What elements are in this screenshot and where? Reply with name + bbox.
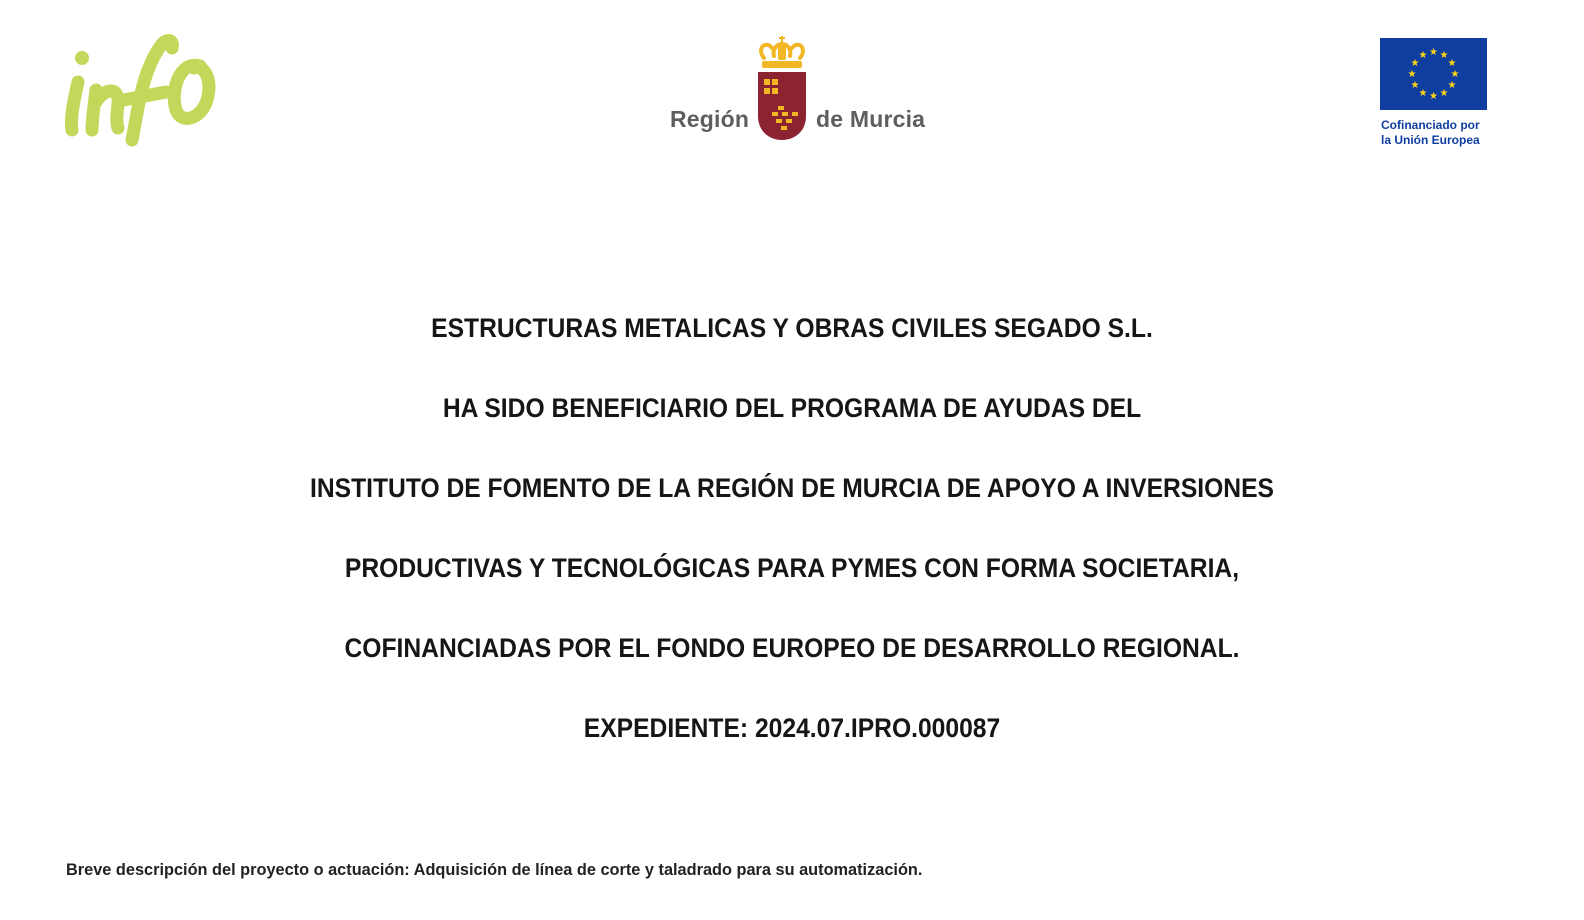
svg-text:★: ★ — [1439, 50, 1449, 61]
svg-text:★: ★ — [1418, 88, 1428, 99]
svg-text:★: ★ — [1407, 69, 1417, 80]
project-description: Breve descripción del proyecto o actuación: Adquisición de línea de corte y taladrado para su automatización. — [66, 860, 923, 879]
region-murcia-logo — [668, 34, 930, 144]
murcia-logo-right-text: de Murcia — [816, 106, 926, 132]
eu-text-line2: la Unión Europea — [1381, 133, 1480, 147]
company-name: ESTRUCTURAS METALICAS Y OBRAS CIVILES SEGADO S.L. — [431, 313, 1153, 343]
statement-line-3: INSTITUTO DE FOMENTO DE LA REGIÓN DE MURCIA DE APOYO A INVERSIONES — [310, 473, 1274, 503]
svg-text:★: ★ — [1447, 80, 1457, 91]
svg-text:★: ★ — [1410, 58, 1420, 69]
info-logo — [62, 30, 242, 155]
statement-line-5: COFINANCIADAS POR EL FONDO EUROPEO DE DESARROLLO REGIONAL. — [344, 633, 1240, 663]
beneficiary-statement — [0, 308, 1584, 788]
expediente-number: EXPEDIENTE: 2024.07.IPRO.000087 — [583, 713, 1001, 743]
svg-text:★: ★ — [1429, 91, 1438, 102]
eu-text-line1: Cofinanciado por — [1381, 118, 1480, 132]
statement-line-2: HA SIDO BENEFICIARIO DEL PROGRAMA DE AYUDAS DEL — [442, 393, 1142, 423]
eu-flag-icon — [1380, 38, 1487, 110]
svg-text:★: ★ — [1439, 88, 1449, 99]
eu-cofinanced-logo — [1380, 38, 1488, 150]
info-logo-icon — [62, 30, 242, 155]
murcia-logo-left-text: Región — [670, 106, 750, 132]
eu-cofinanced-text — [1381, 118, 1480, 148]
svg-text:★: ★ — [1447, 58, 1457, 69]
svg-text:★: ★ — [1450, 69, 1460, 80]
svg-text:★: ★ — [1429, 47, 1438, 58]
statement-line-4: PRODUCTIVAS Y TECNOLÓGICAS PARA PYMES CON FORMA SOCIETARIA, — [344, 553, 1240, 583]
svg-text:★: ★ — [1418, 50, 1428, 61]
murcia-coat-of-arms-icon — [752, 34, 812, 144]
svg-text:★: ★ — [1410, 80, 1420, 91]
